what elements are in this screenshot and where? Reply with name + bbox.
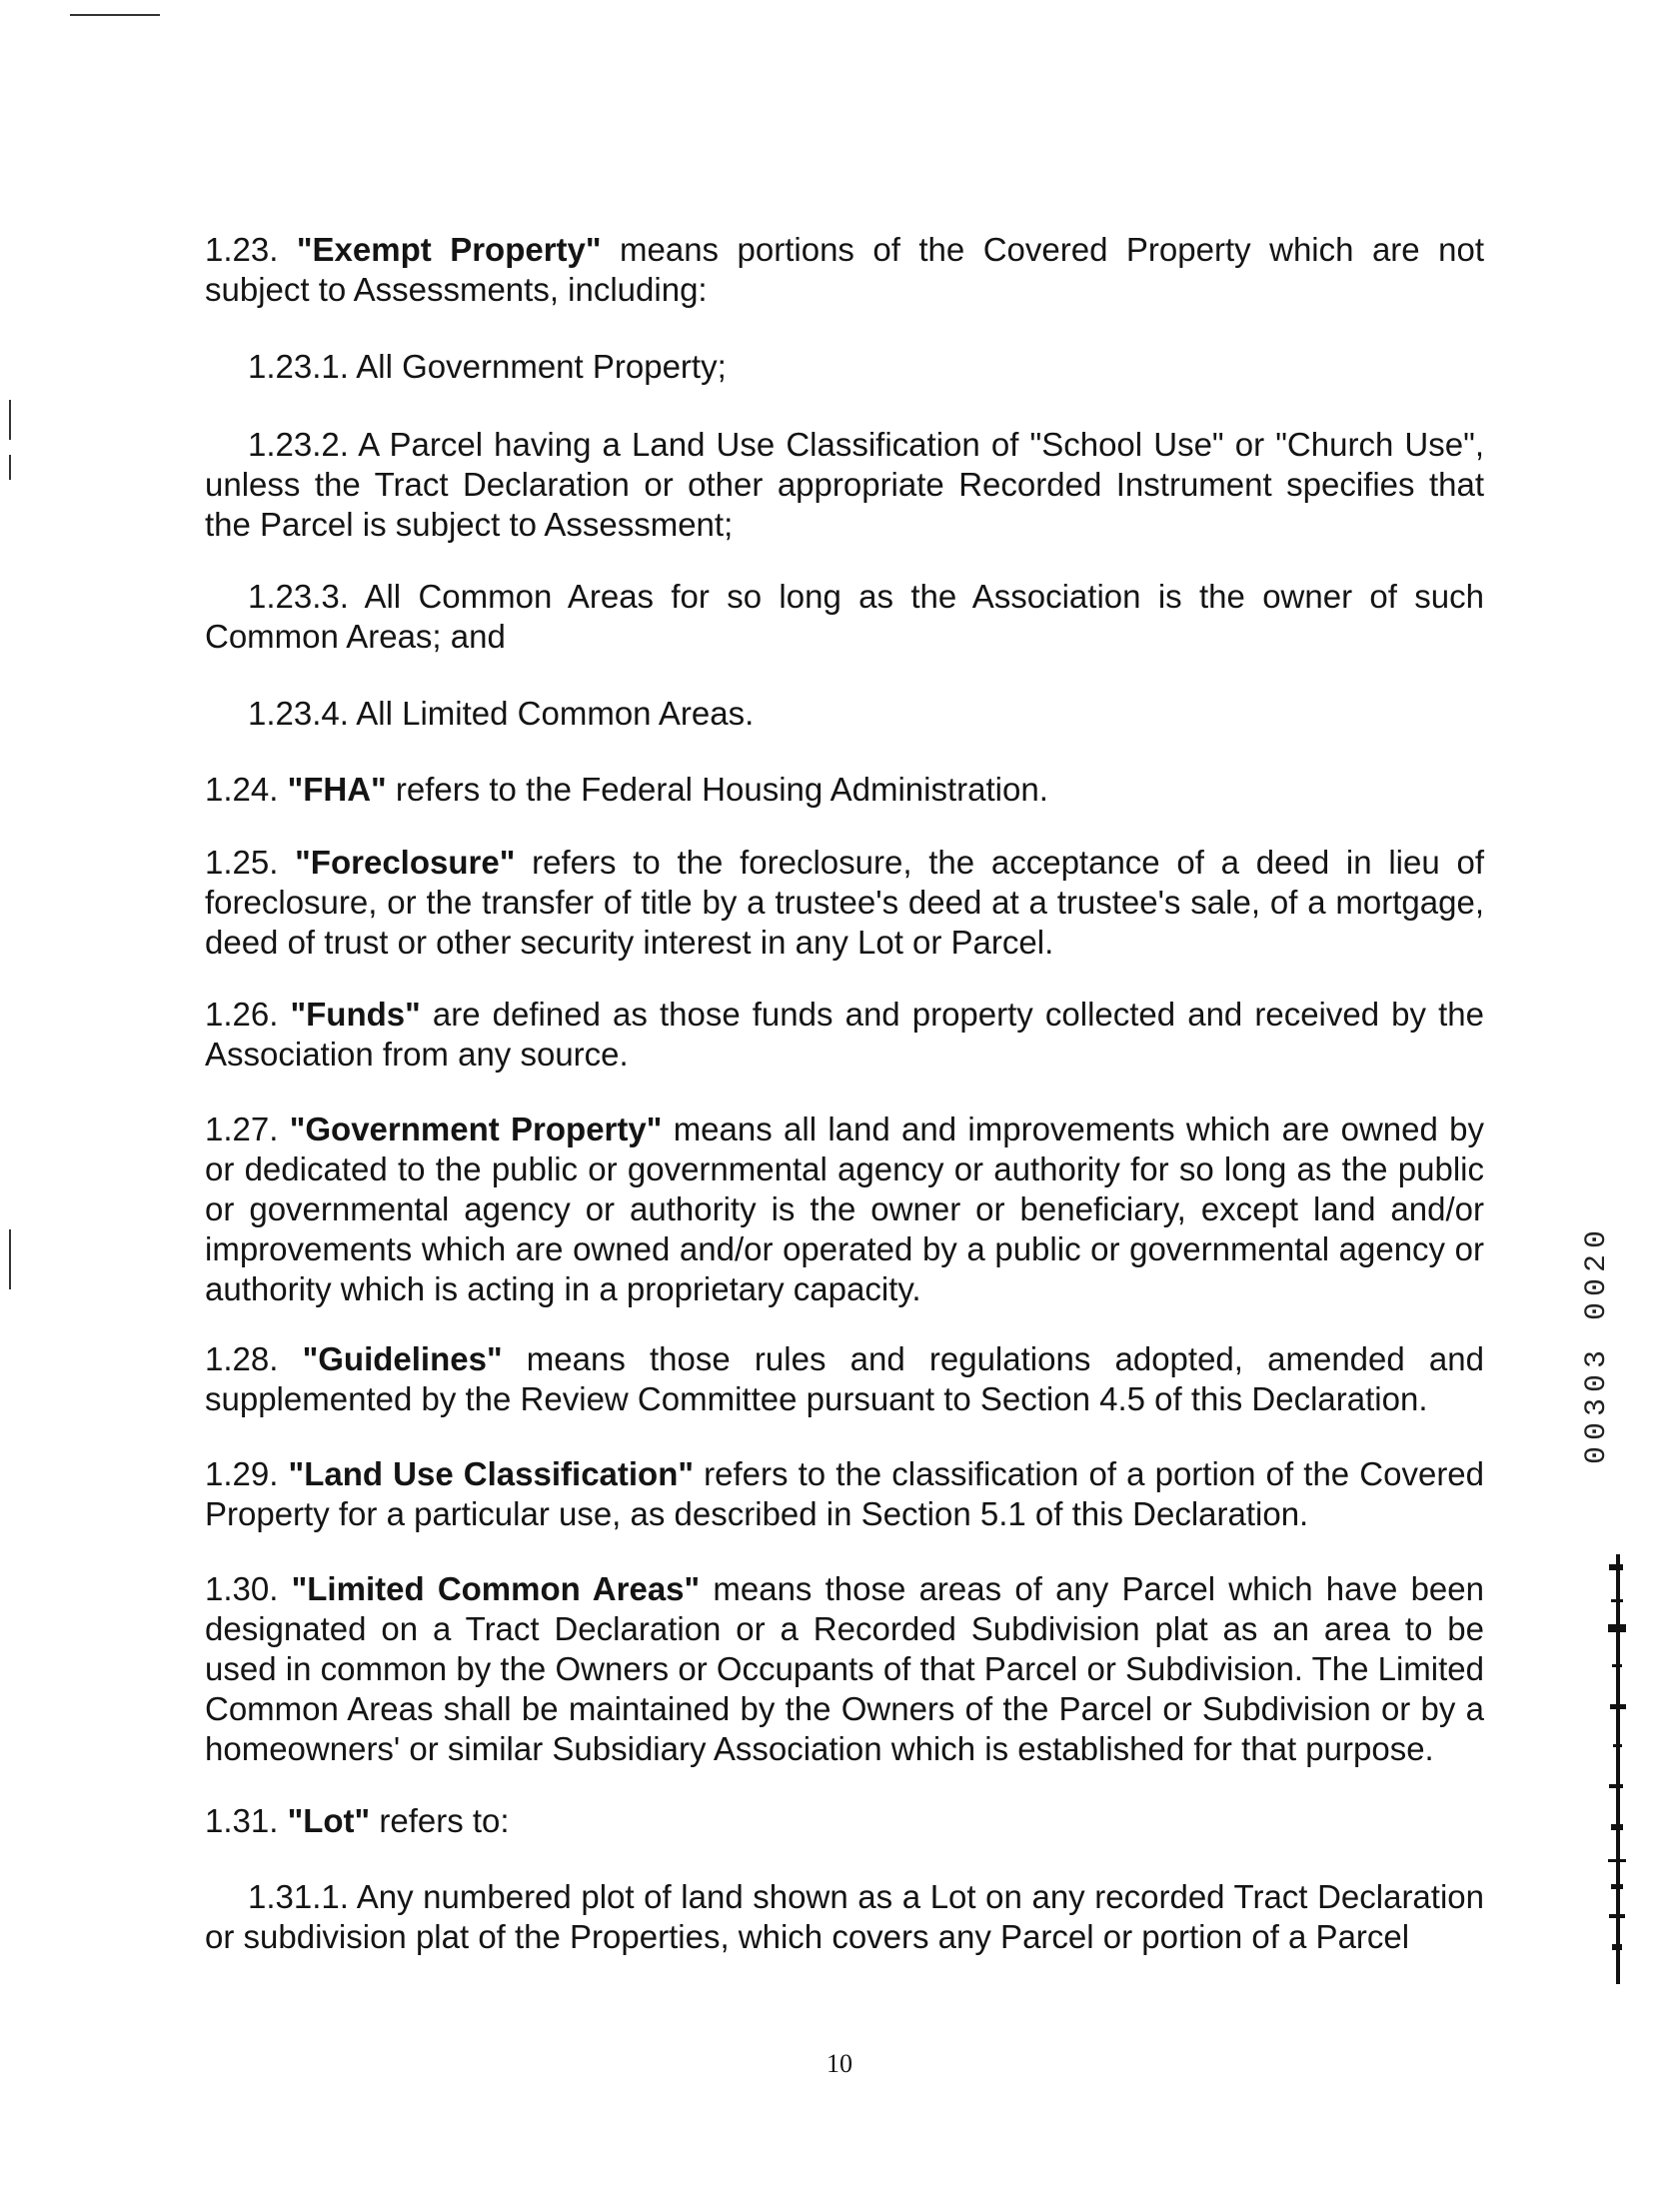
definition-text: refers to the foreclosure, the acceptance of a deed in lieu of foreclosure, or the transfer of title by a trustee's deed at a trustee's sale, of a mortgage, deed of trust or other security interest in any Lot or Parcel. bbox=[205, 844, 1484, 961]
definition-text: means portions of the Covered Property which are not subject to Assessments, including: bbox=[205, 231, 1484, 308]
section-number: 1.30. bbox=[205, 1570, 279, 1607]
scan-artifact bbox=[9, 400, 11, 440]
subsection-1-31-1 bbox=[205, 1877, 1484, 1957]
defined-term: "Lot" bbox=[287, 1802, 371, 1839]
definition-text: Any numbered plot of land shown as a Lot on any recorded Tract Declaration or subdivision plat of the Properties, which covers any Parcel or portion of a Parcel bbox=[205, 1878, 1484, 1955]
scan-artifact bbox=[70, 14, 160, 16]
section-number: 1.23.3. bbox=[248, 578, 349, 615]
definition-text: refers to the classification of a portion of the Covered Property for a particular use, as described in Section 5.1 of this Declaration. bbox=[205, 1455, 1485, 1532]
subsection-1-23-4 bbox=[248, 694, 1484, 734]
section-number: 1.27. bbox=[205, 1110, 279, 1147]
section-number: 1.23. bbox=[205, 231, 279, 268]
defined-term: "Exempt Property" bbox=[296, 231, 602, 268]
definition-foreclosure bbox=[205, 843, 1484, 963]
subsection-1-23-1 bbox=[248, 347, 1484, 387]
definition-text: means those areas of any Parcel which have been designated on a Tract Declaration or a Recorded Subdivision plat as an area to be used in common by the Owners or Occupants of that Parcel or Subdivision. The Limited Common Areas shall be maintained by the Owners of the Parcel or Subdivision or by a homeowners' or similar Subsidiary Association which is established for that purpose. bbox=[205, 1570, 1484, 1767]
definition-text: are defined as those funds and property collected and received by the Association from any source. bbox=[205, 996, 1485, 1073]
definition-funds bbox=[205, 995, 1484, 1075]
definition-land-use-classification bbox=[205, 1454, 1484, 1534]
section-number: 1.23.4. bbox=[248, 695, 349, 732]
scan-artifact bbox=[9, 1229, 11, 1289]
barcode-icon bbox=[1605, 1554, 1635, 1984]
section-number: 1.26. bbox=[205, 996, 279, 1033]
subsection-1-23-3 bbox=[205, 577, 1484, 657]
definition-text: All Limited Common Areas. bbox=[348, 695, 755, 732]
definition-text: A Parcel having a Land Use Classification of "School Use" or "Church Use", unless the Tract Declaration or other appropriate Recorded Instrument specifies that the Parcel is subject to Assessment; bbox=[205, 426, 1484, 543]
definition-text: All Government Property; bbox=[348, 348, 727, 385]
definition-exempt-property bbox=[205, 230, 1484, 310]
section-number: 1.31. bbox=[205, 1802, 279, 1839]
definition-text: refers to: bbox=[370, 1802, 510, 1839]
defined-term: "FHA" bbox=[287, 771, 387, 808]
section-number: 1.29. bbox=[205, 1455, 279, 1492]
definition-lot bbox=[205, 1801, 1484, 1841]
definition-fha bbox=[205, 770, 1484, 810]
scan-artifact bbox=[9, 455, 11, 480]
definition-text: means all land and improvements which are owned by or dedicated to the public or governmental agency or authority for so long as the public or governmental agency or authority is the owner or beneficiary, except land and/or improvements which are owned and/or operated by a public or governmental agency or authority which is acting in a proprietary capacity. bbox=[205, 1110, 1484, 1307]
defined-term: "Government Property" bbox=[289, 1110, 663, 1147]
section-number: 1.24. bbox=[205, 771, 279, 808]
definition-text: means those rules and regulations adopted, amended and supplemented by the Review Committee pursuant to Section 4.5 of this Declaration. bbox=[205, 1340, 1484, 1417]
subsection-1-23-2 bbox=[205, 425, 1484, 545]
definition-text: refers to the Federal Housing Administration. bbox=[386, 771, 1048, 808]
defined-term: "Land Use Classification" bbox=[288, 1455, 695, 1492]
defined-term: "Guidelines" bbox=[302, 1340, 503, 1377]
recording-stamp-text: 00303 0020 bbox=[1580, 1223, 1614, 1465]
section-number: 1.23.1. bbox=[248, 348, 349, 385]
definition-government-property bbox=[205, 1109, 1484, 1309]
section-number: 1.23.2. bbox=[248, 426, 349, 463]
section-number: 1.28. bbox=[205, 1340, 279, 1377]
recording-stamp bbox=[1577, 1179, 1617, 1509]
section-number: 1.31.1. bbox=[248, 1878, 349, 1915]
definition-text: All Common Areas for so long as the Association is the owner of such Common Areas; and bbox=[205, 578, 1484, 655]
section-number: 1.25. bbox=[205, 844, 279, 881]
definition-guidelines bbox=[205, 1339, 1484, 1419]
defined-term: "Foreclosure" bbox=[295, 844, 516, 881]
definition-limited-common-areas bbox=[205, 1569, 1484, 1769]
page-number: 10 bbox=[827, 2049, 852, 2078]
defined-term: "Funds" bbox=[290, 996, 421, 1033]
defined-term: "Limited Common Areas" bbox=[291, 1570, 701, 1607]
